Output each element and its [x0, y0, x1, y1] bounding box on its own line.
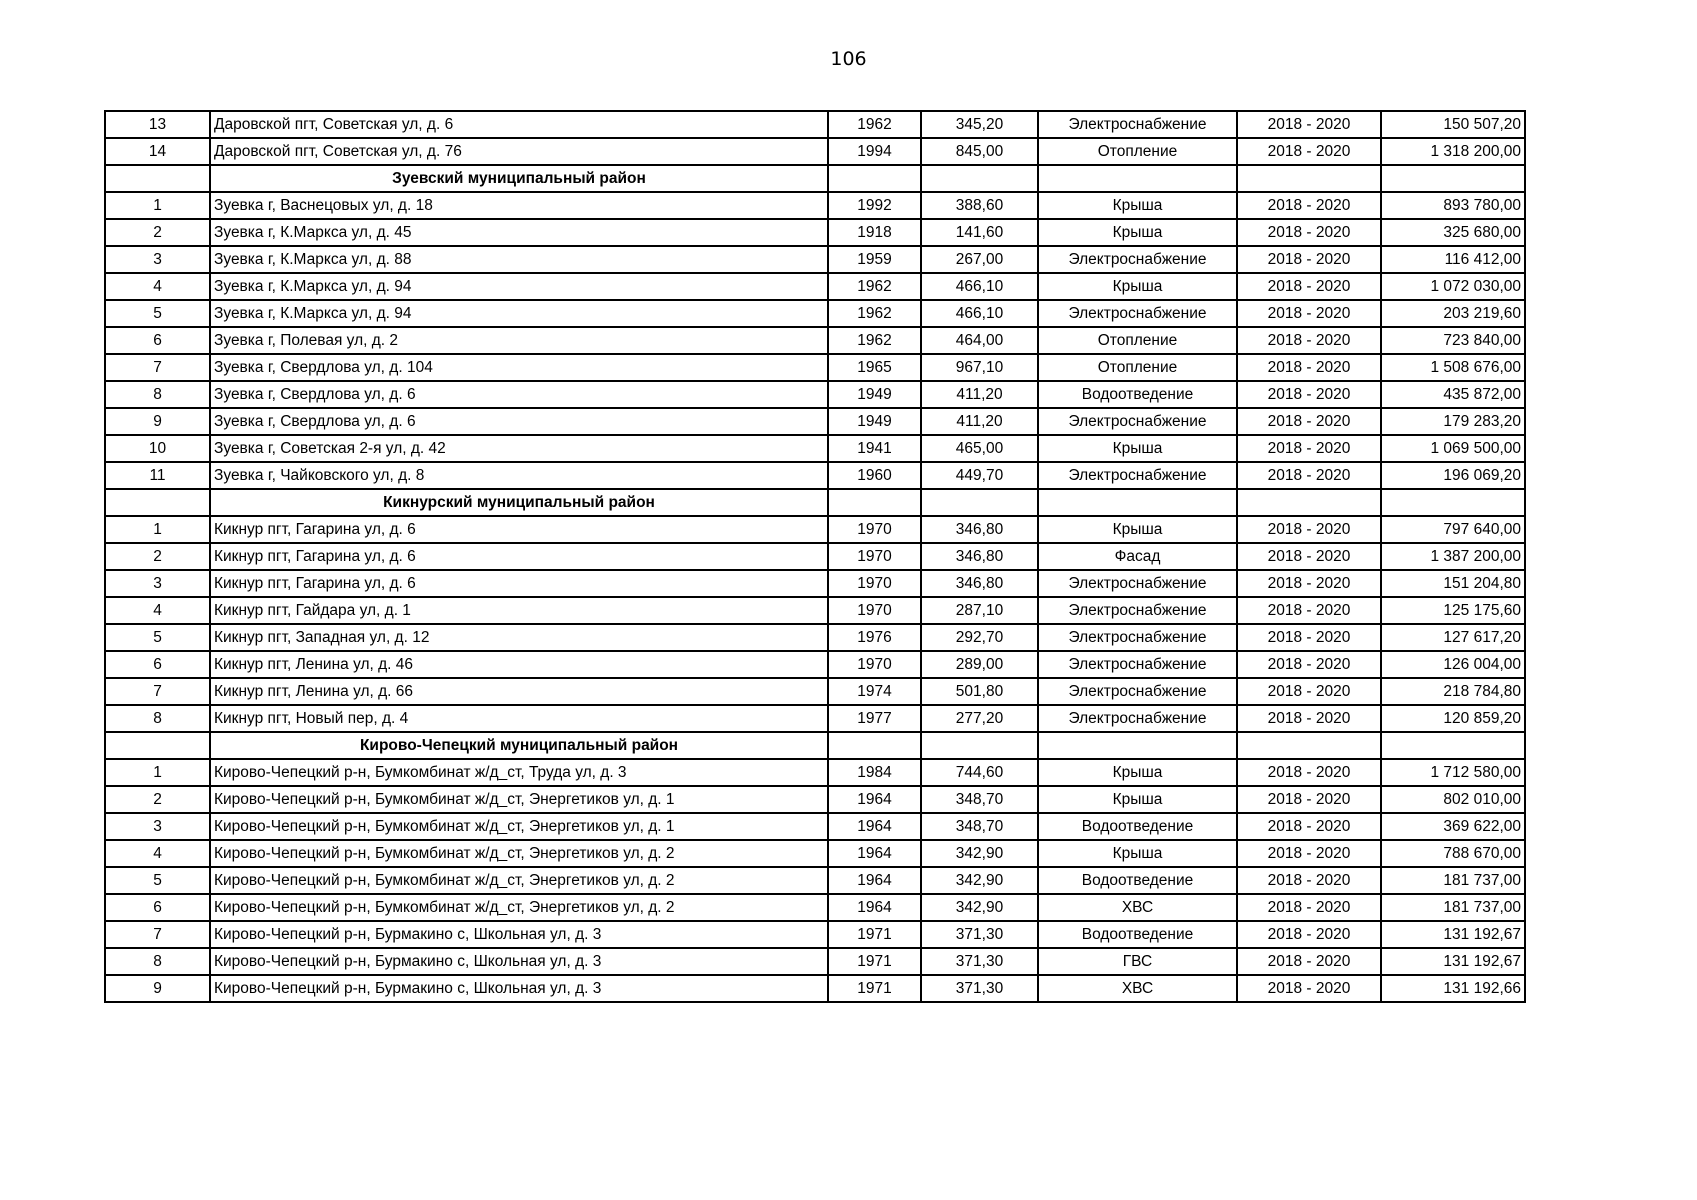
table-row [105, 597, 1525, 624]
cost-cell: 1 387 200,00 [1381, 543, 1525, 570]
year-cell: 1974 [828, 678, 921, 705]
period-cell: 2018 - 2020 [1237, 840, 1381, 867]
year-cell: 1964 [828, 867, 921, 894]
table-row [105, 948, 1525, 975]
work-type-cell: Электроснабжение [1038, 570, 1237, 597]
table-row [105, 300, 1525, 327]
work-type-cell: Водоотведение [1038, 381, 1237, 408]
address-cell: Кирово-Чепецкий р-н, Бумкомбинат ж/д_ст, Энергетиков ул, д. 2 [210, 867, 828, 894]
num-cell: 5 [105, 300, 210, 327]
period-cell: 2018 - 2020 [1237, 138, 1381, 165]
address-cell: Даровской пгт, Советская ул, д. 76 [210, 138, 828, 165]
year-cell: 1918 [828, 219, 921, 246]
work-type-cell: Фасад [1038, 543, 1237, 570]
cost-cell: 1 712 580,00 [1381, 759, 1525, 786]
year-cell: 1964 [828, 894, 921, 921]
cost-cell: 325 680,00 [1381, 219, 1525, 246]
address-cell: Зуевка г, Полевая ул, д. 2 [210, 327, 828, 354]
work-type-cell: Электроснабжение [1038, 624, 1237, 651]
cost-cell: 131 192,67 [1381, 921, 1525, 948]
table-row [105, 273, 1525, 300]
table-row [105, 327, 1525, 354]
area-cell: 342,90 [921, 840, 1038, 867]
year-cell: 1962 [828, 111, 921, 138]
address-cell: Кикнур пгт, Гагарина ул, д. 6 [210, 516, 828, 543]
year-cell: 1992 [828, 192, 921, 219]
work-type-cell: Крыша [1038, 786, 1237, 813]
num-cell: 2 [105, 786, 210, 813]
area-cell: 346,80 [921, 543, 1038, 570]
table-row [105, 219, 1525, 246]
section-title: Кирово-Чепецкий муниципальный район [210, 732, 828, 759]
year-cell: 1965 [828, 354, 921, 381]
num-cell [105, 489, 210, 516]
work-type-cell: Крыша [1038, 273, 1237, 300]
year-cell: 1964 [828, 786, 921, 813]
period-cell: 2018 - 2020 [1237, 516, 1381, 543]
area-cell: 449,70 [921, 462, 1038, 489]
period-cell: 2018 - 2020 [1237, 300, 1381, 327]
area-cell: 342,90 [921, 894, 1038, 921]
area-cell: 845,00 [921, 138, 1038, 165]
period-cell: 2018 - 2020 [1237, 921, 1381, 948]
work-type-cell: ГВС [1038, 948, 1237, 975]
work-type-cell: Электроснабжение [1038, 651, 1237, 678]
year-cell: 1971 [828, 921, 921, 948]
area-cell: 342,90 [921, 867, 1038, 894]
cost-cell: 1 508 676,00 [1381, 354, 1525, 381]
work-type-cell: Крыша [1038, 219, 1237, 246]
period-cell: 2018 - 2020 [1237, 570, 1381, 597]
address-cell: Кирово-Чепецкий р-н, Бурмакино с, Школьная ул, д. 3 [210, 975, 828, 1002]
section-title: Зуевский муниципальный район [210, 165, 828, 192]
cost-cell [1381, 489, 1525, 516]
work-type-cell: Крыша [1038, 759, 1237, 786]
cost-cell: 893 780,00 [1381, 192, 1525, 219]
address-cell: Кикнур пгт, Гагарина ул, д. 6 [210, 570, 828, 597]
area-cell: 346,80 [921, 516, 1038, 543]
area-cell: 371,30 [921, 948, 1038, 975]
table-row [105, 894, 1525, 921]
address-cell: Зуевка г, К.Маркса ул, д. 45 [210, 219, 828, 246]
cost-cell: 1 069 500,00 [1381, 435, 1525, 462]
num-cell: 6 [105, 651, 210, 678]
work-type-cell: Электроснабжение [1038, 705, 1237, 732]
table-row [105, 246, 1525, 273]
num-cell: 3 [105, 570, 210, 597]
period-cell: 2018 - 2020 [1237, 786, 1381, 813]
cost-cell: 181 737,00 [1381, 894, 1525, 921]
work-type-cell: Электроснабжение [1038, 246, 1237, 273]
num-cell: 6 [105, 327, 210, 354]
table-row [105, 570, 1525, 597]
area-cell: 345,20 [921, 111, 1038, 138]
area-cell [921, 732, 1038, 759]
work-type-cell: Отопление [1038, 138, 1237, 165]
table-row [105, 435, 1525, 462]
num-cell: 5 [105, 867, 210, 894]
table-row [105, 624, 1525, 651]
section-header-row [105, 489, 1525, 516]
num-cell: 4 [105, 273, 210, 300]
work-type-cell: Отопление [1038, 354, 1237, 381]
period-cell [1237, 732, 1381, 759]
work-type-cell: Отопление [1038, 327, 1237, 354]
year-cell: 1949 [828, 408, 921, 435]
cost-cell: 179 283,20 [1381, 408, 1525, 435]
area-cell: 292,70 [921, 624, 1038, 651]
area-cell: 464,00 [921, 327, 1038, 354]
section-title: Кикнурский муниципальный район [210, 489, 828, 516]
year-cell: 1970 [828, 570, 921, 597]
area-cell: 501,80 [921, 678, 1038, 705]
address-cell: Кирово-Чепецкий р-н, Бумкомбинат ж/д_ст, Энергетиков ул, д. 1 [210, 786, 828, 813]
num-cell: 9 [105, 975, 210, 1002]
year-cell: 1964 [828, 840, 921, 867]
section-header-row [105, 165, 1525, 192]
area-cell: 287,10 [921, 597, 1038, 624]
register-table [104, 110, 1526, 1003]
cost-cell: 131 192,67 [1381, 948, 1525, 975]
page-number: 106 [830, 48, 867, 70]
num-cell: 10 [105, 435, 210, 462]
cost-cell: 788 670,00 [1381, 840, 1525, 867]
address-cell: Кикнур пгт, Ленина ул, д. 66 [210, 678, 828, 705]
area-cell: 348,70 [921, 786, 1038, 813]
work-type-cell [1038, 165, 1237, 192]
num-cell: 4 [105, 597, 210, 624]
num-cell: 2 [105, 543, 210, 570]
period-cell: 2018 - 2020 [1237, 948, 1381, 975]
num-cell: 2 [105, 219, 210, 246]
work-type-cell: Электроснабжение [1038, 408, 1237, 435]
table-row [105, 543, 1525, 570]
area-cell [921, 165, 1038, 192]
table-row [105, 138, 1525, 165]
num-cell: 1 [105, 759, 210, 786]
table-row [105, 759, 1525, 786]
address-cell: Кикнур пгт, Ленина ул, д. 46 [210, 651, 828, 678]
address-cell: Даровской пгт, Советская ул, д. 6 [210, 111, 828, 138]
table-row [105, 705, 1525, 732]
cost-cell: 802 010,00 [1381, 786, 1525, 813]
area-cell [921, 489, 1038, 516]
table-row [105, 975, 1525, 1002]
cost-cell: 1 072 030,00 [1381, 273, 1525, 300]
year-cell: 1970 [828, 597, 921, 624]
cost-cell: 126 004,00 [1381, 651, 1525, 678]
cost-cell: 150 507,20 [1381, 111, 1525, 138]
work-type-cell: Электроснабжение [1038, 597, 1237, 624]
work-type-cell: Водоотведение [1038, 867, 1237, 894]
year-cell [828, 165, 921, 192]
year-cell: 1959 [828, 246, 921, 273]
year-cell [828, 732, 921, 759]
address-cell: Кирово-Чепецкий р-н, Бумкомбинат ж/д_ст, Энергетиков ул, д. 1 [210, 813, 828, 840]
period-cell: 2018 - 2020 [1237, 381, 1381, 408]
num-cell: 8 [105, 948, 210, 975]
year-cell: 1949 [828, 381, 921, 408]
work-type-cell: Водоотведение [1038, 813, 1237, 840]
address-cell: Зуевка г, Свердлова ул, д. 6 [210, 381, 828, 408]
cost-cell: 435 872,00 [1381, 381, 1525, 408]
period-cell: 2018 - 2020 [1237, 651, 1381, 678]
address-cell: Кирово-Чепецкий р-н, Бурмакино с, Школьная ул, д. 3 [210, 948, 828, 975]
period-cell: 2018 - 2020 [1237, 408, 1381, 435]
period-cell: 2018 - 2020 [1237, 678, 1381, 705]
table-row [105, 786, 1525, 813]
area-cell: 466,10 [921, 273, 1038, 300]
num-cell: 14 [105, 138, 210, 165]
work-type-cell: Крыша [1038, 840, 1237, 867]
cost-cell: 181 737,00 [1381, 867, 1525, 894]
address-cell: Кикнур пгт, Западная ул, д. 12 [210, 624, 828, 651]
address-cell: Зуевка г, Свердлова ул, д. 6 [210, 408, 828, 435]
area-cell: 465,00 [921, 435, 1038, 462]
address-cell: Зуевка г, К.Маркса ул, д. 94 [210, 300, 828, 327]
table-row [105, 408, 1525, 435]
period-cell: 2018 - 2020 [1237, 435, 1381, 462]
year-cell: 1977 [828, 705, 921, 732]
table-row [105, 354, 1525, 381]
address-cell: Зуевка г, Свердлова ул, д. 104 [210, 354, 828, 381]
area-cell: 967,10 [921, 354, 1038, 381]
work-type-cell [1038, 732, 1237, 759]
table-row [105, 867, 1525, 894]
period-cell: 2018 - 2020 [1237, 543, 1381, 570]
period-cell [1237, 489, 1381, 516]
work-type-cell: Крыша [1038, 516, 1237, 543]
period-cell: 2018 - 2020 [1237, 597, 1381, 624]
cost-cell: 218 784,80 [1381, 678, 1525, 705]
work-type-cell: Крыша [1038, 192, 1237, 219]
table-row [105, 462, 1525, 489]
period-cell: 2018 - 2020 [1237, 273, 1381, 300]
year-cell: 1941 [828, 435, 921, 462]
table-row [105, 192, 1525, 219]
address-cell: Зуевка г, Советская 2-я ул, д. 42 [210, 435, 828, 462]
num-cell: 11 [105, 462, 210, 489]
cost-cell: 196 069,20 [1381, 462, 1525, 489]
year-cell: 1994 [828, 138, 921, 165]
table-row [105, 381, 1525, 408]
table-row [105, 111, 1525, 138]
num-cell: 6 [105, 894, 210, 921]
period-cell: 2018 - 2020 [1237, 327, 1381, 354]
num-cell: 3 [105, 246, 210, 273]
cost-cell: 797 640,00 [1381, 516, 1525, 543]
period-cell: 2018 - 2020 [1237, 624, 1381, 651]
table-row [105, 921, 1525, 948]
cost-cell: 116 412,00 [1381, 246, 1525, 273]
area-cell: 348,70 [921, 813, 1038, 840]
year-cell: 1984 [828, 759, 921, 786]
year-cell: 1962 [828, 327, 921, 354]
num-cell: 8 [105, 705, 210, 732]
year-cell: 1962 [828, 273, 921, 300]
area-cell: 411,20 [921, 408, 1038, 435]
area-cell: 346,80 [921, 570, 1038, 597]
cost-cell [1381, 732, 1525, 759]
period-cell: 2018 - 2020 [1237, 111, 1381, 138]
year-cell: 1971 [828, 948, 921, 975]
cost-cell [1381, 165, 1525, 192]
area-cell: 141,60 [921, 219, 1038, 246]
table-row [105, 651, 1525, 678]
num-cell: 9 [105, 408, 210, 435]
address-cell: Кирово-Чепецкий р-н, Бумкомбинат ж/д_ст, Энергетиков ул, д. 2 [210, 840, 828, 867]
area-cell: 289,00 [921, 651, 1038, 678]
work-type-cell: Электроснабжение [1038, 462, 1237, 489]
cost-cell: 151 204,80 [1381, 570, 1525, 597]
area-cell: 411,20 [921, 381, 1038, 408]
work-type-cell: Электроснабжение [1038, 678, 1237, 705]
table-row [105, 840, 1525, 867]
year-cell: 1960 [828, 462, 921, 489]
cost-cell: 127 617,20 [1381, 624, 1525, 651]
year-cell: 1976 [828, 624, 921, 651]
address-cell: Зуевка г, Чайковского ул, д. 8 [210, 462, 828, 489]
area-cell: 466,10 [921, 300, 1038, 327]
period-cell: 2018 - 2020 [1237, 867, 1381, 894]
area-cell: 267,00 [921, 246, 1038, 273]
num-cell: 4 [105, 840, 210, 867]
cost-cell: 125 175,60 [1381, 597, 1525, 624]
period-cell: 2018 - 2020 [1237, 192, 1381, 219]
year-cell: 1970 [828, 516, 921, 543]
work-type-cell: Водоотведение [1038, 921, 1237, 948]
num-cell: 1 [105, 516, 210, 543]
num-cell: 3 [105, 813, 210, 840]
num-cell: 7 [105, 354, 210, 381]
cost-cell: 203 219,60 [1381, 300, 1525, 327]
address-cell: Кирово-Чепецкий р-н, Бумкомбинат ж/д_ст, Энергетиков ул, д. 2 [210, 894, 828, 921]
register-body [105, 111, 1525, 1002]
year-cell [828, 489, 921, 516]
work-type-cell: ХВС [1038, 975, 1237, 1002]
table-row [105, 516, 1525, 543]
period-cell: 2018 - 2020 [1237, 705, 1381, 732]
period-cell: 2018 - 2020 [1237, 462, 1381, 489]
address-cell: Кикнур пгт, Гайдара ул, д. 1 [210, 597, 828, 624]
num-cell [105, 165, 210, 192]
num-cell: 5 [105, 624, 210, 651]
address-cell: Кирово-Чепецкий р-н, Бурмакино с, Школьная ул, д. 3 [210, 921, 828, 948]
period-cell: 2018 - 2020 [1237, 246, 1381, 273]
address-cell: Зуевка г, К.Маркса ул, д. 88 [210, 246, 828, 273]
table-row [105, 813, 1525, 840]
area-cell: 277,20 [921, 705, 1038, 732]
period-cell: 2018 - 2020 [1237, 894, 1381, 921]
cost-cell: 131 192,66 [1381, 975, 1525, 1002]
work-type-cell: Крыша [1038, 435, 1237, 462]
area-cell: 388,60 [921, 192, 1038, 219]
year-cell: 1970 [828, 543, 921, 570]
year-cell: 1971 [828, 975, 921, 1002]
cost-cell: 369 622,00 [1381, 813, 1525, 840]
cost-cell: 120 859,20 [1381, 705, 1525, 732]
num-cell [105, 732, 210, 759]
work-type-cell: Электроснабжение [1038, 300, 1237, 327]
area-cell: 744,60 [921, 759, 1038, 786]
period-cell [1237, 165, 1381, 192]
year-cell: 1964 [828, 813, 921, 840]
period-cell: 2018 - 2020 [1237, 759, 1381, 786]
address-cell: Кирово-Чепецкий р-н, Бумкомбинат ж/д_ст, Труда ул, д. 3 [210, 759, 828, 786]
period-cell: 2018 - 2020 [1237, 813, 1381, 840]
address-cell: Кикнур пгт, Новый пер, д. 4 [210, 705, 828, 732]
num-cell: 8 [105, 381, 210, 408]
year-cell: 1962 [828, 300, 921, 327]
section-header-row [105, 732, 1525, 759]
num-cell: 1 [105, 192, 210, 219]
period-cell: 2018 - 2020 [1237, 975, 1381, 1002]
table-row [105, 678, 1525, 705]
work-type-cell: Электроснабжение [1038, 111, 1237, 138]
num-cell: 7 [105, 921, 210, 948]
cost-cell: 1 318 200,00 [1381, 138, 1525, 165]
work-type-cell [1038, 489, 1237, 516]
address-cell: Зуевка г, Васнецовых ул, д. 18 [210, 192, 828, 219]
work-type-cell: ХВС [1038, 894, 1237, 921]
year-cell: 1970 [828, 651, 921, 678]
period-cell: 2018 - 2020 [1237, 219, 1381, 246]
address-cell: Зуевка г, К.Маркса ул, д. 94 [210, 273, 828, 300]
address-cell: Кикнур пгт, Гагарина ул, д. 6 [210, 543, 828, 570]
area-cell: 371,30 [921, 975, 1038, 1002]
cost-cell: 723 840,00 [1381, 327, 1525, 354]
num-cell: 7 [105, 678, 210, 705]
area-cell: 371,30 [921, 921, 1038, 948]
num-cell: 13 [105, 111, 210, 138]
period-cell: 2018 - 2020 [1237, 354, 1381, 381]
